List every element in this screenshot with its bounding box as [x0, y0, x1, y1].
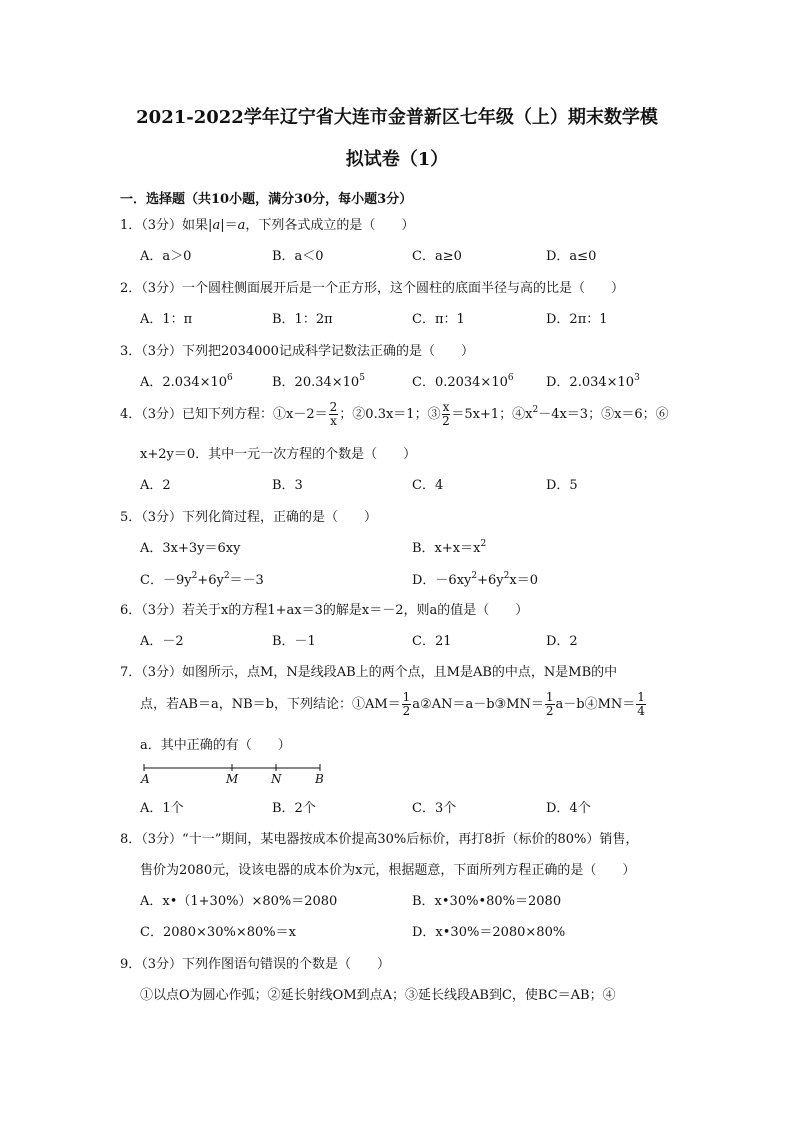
exam-title-line1: 2021-2022学年辽宁省大连市金普新区七年级（上）期末数学模: [136, 107, 658, 128]
q1-option-d: D．a≤0: [546, 249, 597, 264]
q7-option-b: B．2个: [272, 801, 316, 816]
q4-option-a: A．2: [140, 478, 171, 493]
q5-option-b: B．$x+x=x^2$: [412, 539, 487, 556]
q2-option-a: A．1：π: [140, 312, 193, 327]
q8-option-c: C．2080×30%×80%＝x: [140, 925, 296, 940]
point-label-n: N: [271, 772, 282, 786]
segment-figure: [140, 762, 330, 790]
q2-option-b: B．1：2π: [272, 312, 333, 327]
question-6-stem: 6．（3分）若关于x的方程1+ax＝3的解是x＝－2，则a的值是（ ）: [120, 603, 529, 618]
question-7-line2: 点，若AB＝a，NB＝b，下列结论：①AM＝ $\frac{1}{2}$ a②AN＝a－b③MN＝ $\frac{1}{2}$ a－b④MN＝ $\frac{1}{4}$: [140, 690, 645, 718]
q4-option-c: C．4: [412, 478, 444, 493]
question-7-line3: a．其中正确的有（ ）: [140, 738, 291, 753]
q1-option-a: A．a＞0: [140, 249, 192, 264]
question-7-line1: 7．（3分）如图所示，点M，N是线段AB上的两个点，且M是AB的中点，N是MB的中: [120, 665, 618, 680]
q5-option-a: A．3x+3y＝6xy: [140, 541, 241, 556]
question-5-stem: 5．（3分）下列化简过程，正确的是（ ）: [120, 510, 378, 525]
question-8-line2: 售价为2080元，设该电器的成本价为x元，根据题意，下面所列方程正确的是（ ）: [140, 863, 636, 878]
q8-option-b: B．x•30%•80%＝2080: [412, 894, 562, 909]
q3-option-a: A．$2.034\times 10^6$: [140, 373, 233, 390]
q8-option-d: D．x•30%＝2080×80%: [412, 925, 566, 940]
fraction-2-over-x: $\frac{2}{x}$: [329, 400, 338, 428]
question-3-stem: 3．（3分）下列把2034000记成科学记数法正确的是（ ）: [120, 344, 474, 359]
q7-option-d: D．4个: [546, 801, 591, 816]
q3-option-b: B．$20.34\times 10^5$: [272, 373, 365, 390]
question-2-stem: 2．（3分）一个圆柱侧面展开后是一个正方形，这个圆柱的底面半径与高的比是（ ）: [120, 281, 625, 296]
q2-option-c: C．π：1: [412, 312, 465, 327]
exam-title-line2: 拟试卷（1）: [345, 149, 449, 170]
q5-option-d: D．$-6xy^2+6y^2x=0$: [412, 571, 538, 588]
question-1-stem: 1．（3分）如果|a|＝a，下列各式成立的是（ ）: [120, 218, 415, 233]
point-label-m: M: [226, 772, 239, 786]
q7-option-c: C．3个: [412, 801, 457, 816]
q6-option-a: A．－2: [140, 634, 184, 649]
fraction-x-over-2: $\frac{x}{2}$: [442, 400, 450, 428]
q5-option-c: C．$-9y^2+6y^2=-3$: [140, 571, 264, 588]
question-9-line2: ①以点O为圆心作弧；②延长射线OM到点A；③延长线段AB到C，使BC＝AB；④: [140, 988, 616, 1003]
section-heading: 一．选择题（共10小题，满分30分，每小题3分）: [120, 192, 413, 207]
q6-option-b: B．－1: [272, 634, 316, 649]
point-label-a: A: [141, 772, 150, 786]
question-4-stem: 4．（3分）已知下列方程：①x－2＝ $\frac{2}{x}$ ；②0.3x＝1；③ $\frac{x}{2}$ ＝5x+1；$④x^2-4x=3$；⑤x＝6；⑥: [120, 400, 669, 428]
question-8-line1: 8．（3分）“十一”期间，某电器按成本价提高30%后标价，再打8折（标价的80%）销售，: [120, 832, 639, 847]
fraction-one-half: $\frac{1}{2}$: [545, 690, 554, 718]
q6-option-d: D．2: [546, 634, 578, 649]
q2-option-d: D．2π：1: [546, 312, 608, 327]
q3-option-d: D．$2.034\times 10^3$: [546, 373, 640, 390]
fraction-one-half: $\frac{1}{2}$: [402, 690, 411, 718]
q4-option-d: D．5: [546, 478, 578, 493]
question-9-line1: 9．（3分）下列作图语句错误的个数是（ ）: [120, 957, 391, 972]
point-label-b: B: [315, 772, 324, 786]
q7-option-a: A．1个: [140, 801, 184, 816]
question-4-line2: x+2y＝0．其中一元一次方程的个数是（ ）: [140, 447, 417, 462]
q8-option-a: A．x•（1+30%）×80%＝2080: [140, 894, 338, 909]
q1-option-c: C．a≥0: [412, 249, 462, 264]
q1-option-b: B．a＜0: [272, 249, 324, 264]
q4-option-b: B．3: [272, 478, 303, 493]
q3-option-c: C．$0.2034\times 10^6$: [412, 373, 514, 390]
fraction-one-quarter: $\frac{1}{4}$: [637, 690, 645, 718]
q6-option-c: C．21: [412, 634, 452, 649]
